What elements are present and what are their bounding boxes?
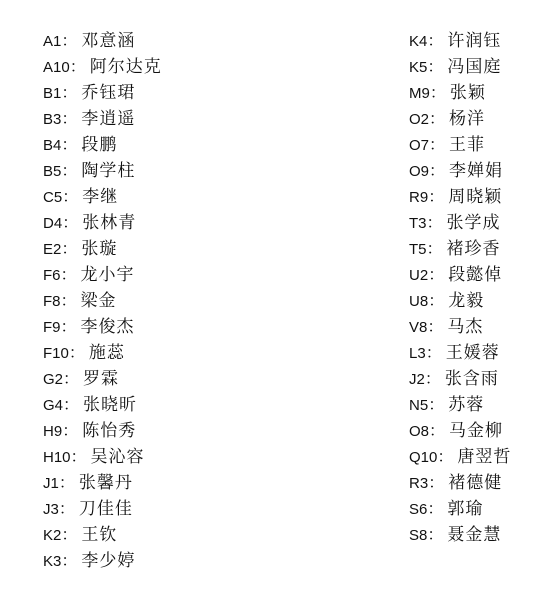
seat-code: S8 — [409, 527, 428, 544]
student-name: 张馨丹 — [78, 473, 133, 493]
list-item — [43, 28, 162, 54]
list-item — [43, 106, 162, 132]
list-item — [409, 80, 511, 106]
seat-code: O8 — [409, 423, 430, 440]
separator: ： — [61, 135, 78, 154]
student-name: 施蕊 — [88, 343, 125, 363]
list-item — [43, 522, 162, 548]
seat-code: K3 — [43, 553, 62, 570]
list-item — [409, 54, 511, 80]
student-name: 李俊杰 — [80, 317, 135, 337]
seat-code: G4 — [43, 397, 64, 414]
seat-code: A1 — [43, 33, 62, 50]
separator: ： — [429, 135, 446, 154]
seat-code: F10 — [43, 345, 69, 362]
separator: ： — [429, 161, 446, 180]
list-item — [43, 184, 162, 210]
separator: ： — [428, 473, 445, 492]
student-name: 陶学柱 — [81, 161, 136, 181]
separator: ： — [61, 109, 78, 128]
separator: ： — [425, 343, 442, 362]
seat-code: U8 — [409, 293, 429, 310]
seat-code: R9 — [409, 189, 429, 206]
list-item — [409, 392, 511, 418]
seat-code: N5 — [409, 397, 429, 414]
seat-code: O2 — [409, 111, 430, 128]
student-name: 杨洋 — [449, 109, 486, 129]
student-name: 龙小宇 — [80, 265, 135, 285]
separator: ： — [426, 239, 443, 258]
student-name: 苏蓉 — [448, 395, 485, 415]
seat-code: H10 — [43, 449, 71, 466]
seat-code: B1 — [43, 85, 62, 102]
seat-code: L3 — [409, 345, 426, 362]
list-item — [43, 470, 162, 496]
seat-code: F9 — [43, 319, 61, 336]
student-name: 王媛蓉 — [445, 343, 500, 363]
seat-code: B3 — [43, 111, 62, 128]
separator: ： — [68, 343, 85, 362]
separator: ： — [62, 421, 79, 440]
seat-code: K5 — [409, 59, 428, 76]
list-item — [409, 184, 511, 210]
list-item — [409, 210, 511, 236]
seat-code: V8 — [409, 319, 428, 336]
separator: ： — [428, 187, 445, 206]
student-name: 聂金慧 — [447, 525, 502, 545]
seat-code: E2 — [43, 241, 62, 258]
student-name: 郭瑜 — [447, 499, 484, 519]
seat-code: B4 — [43, 137, 62, 154]
seat-code: O9 — [409, 163, 430, 180]
student-name: 王菲 — [449, 135, 486, 155]
list-item — [409, 314, 511, 340]
student-name: 李少婷 — [81, 551, 136, 571]
list-item — [409, 28, 511, 54]
list-item — [409, 444, 511, 470]
student-name: 王钦 — [81, 525, 118, 545]
seat-code: F6 — [43, 267, 61, 284]
separator: ： — [70, 447, 87, 466]
separator: ： — [426, 213, 443, 232]
separator: ： — [61, 525, 78, 544]
separator: ： — [429, 109, 446, 128]
seat-code: U2 — [409, 267, 429, 284]
separator: ： — [424, 369, 441, 388]
list-item — [43, 80, 162, 106]
list-item — [409, 496, 511, 522]
separator: ： — [427, 57, 444, 76]
student-name: 梁金 — [80, 291, 117, 311]
student-name: 张颖 — [449, 83, 486, 103]
list-item — [43, 314, 162, 340]
list-item — [43, 288, 162, 314]
list-item — [43, 262, 162, 288]
student-name: 李逍遥 — [81, 109, 136, 129]
list-item — [409, 418, 511, 444]
list-item — [409, 288, 511, 314]
student-name: 罗霖 — [83, 369, 120, 389]
list-item — [43, 340, 162, 366]
separator: ： — [428, 395, 445, 414]
student-name: 段懿倬 — [448, 265, 503, 285]
list-item — [409, 158, 511, 184]
seat-code: K4 — [409, 33, 428, 50]
student-name: 马金柳 — [449, 421, 504, 441]
separator: ： — [61, 551, 78, 570]
seat-code: J1 — [43, 475, 59, 492]
separator: ： — [427, 525, 444, 544]
separator: ： — [58, 499, 75, 518]
student-name: 吴沁容 — [90, 447, 145, 467]
separator: ： — [62, 187, 79, 206]
seat-code: T3 — [409, 215, 427, 232]
separator: ： — [58, 473, 75, 492]
seat-code: M9 — [409, 85, 430, 102]
separator: ： — [60, 265, 77, 284]
list-item — [43, 392, 162, 418]
separator: ： — [69, 57, 86, 76]
separator: ： — [61, 31, 78, 50]
seat-code: D4 — [43, 215, 63, 232]
separator: ： — [62, 213, 79, 232]
list-item — [409, 470, 511, 496]
list-item — [43, 132, 162, 158]
separator: ： — [428, 265, 445, 284]
student-name: 许润钰 — [447, 31, 502, 51]
list-item — [409, 106, 511, 132]
list-item — [409, 340, 511, 366]
student-name: 冯国庭 — [447, 57, 502, 77]
student-name: 张林青 — [82, 213, 137, 233]
list-item — [43, 366, 162, 392]
student-name: 张璇 — [81, 239, 118, 259]
seat-code: C5 — [43, 189, 63, 206]
separator: ： — [61, 83, 78, 102]
list-item — [43, 548, 162, 574]
seat-code: B5 — [43, 163, 62, 180]
separator: ： — [61, 161, 78, 180]
list-item — [409, 522, 511, 548]
student-name: 马杰 — [447, 317, 484, 337]
separator: ： — [63, 369, 80, 388]
seat-code: J3 — [43, 501, 59, 518]
seat-code: R3 — [409, 475, 429, 492]
separator: ： — [427, 499, 444, 518]
student-name: 陈怡秀 — [82, 421, 137, 441]
separator: ： — [61, 239, 78, 258]
separator: ： — [63, 395, 80, 414]
seat-code: H9 — [43, 423, 63, 440]
list-item — [409, 132, 511, 158]
list-item — [409, 236, 511, 262]
separator: ： — [437, 447, 454, 466]
student-name: 周晓颖 — [448, 187, 503, 207]
student-name: 阿尔达克 — [89, 57, 162, 77]
left-column — [43, 28, 162, 574]
seat-code: G2 — [43, 371, 64, 388]
seat-code: O7 — [409, 137, 430, 154]
seat-code: S6 — [409, 501, 428, 518]
separator: ： — [60, 317, 77, 336]
list-item — [43, 54, 162, 80]
seat-code: A10 — [43, 59, 70, 76]
list-item — [43, 496, 162, 522]
list-item — [43, 444, 162, 470]
student-name: 乔钰珺 — [81, 83, 136, 103]
student-name: 段鹏 — [81, 135, 118, 155]
student-name: 张晓昕 — [83, 395, 138, 415]
list-item — [43, 236, 162, 262]
separator: ： — [428, 291, 445, 310]
list-item — [409, 366, 511, 392]
separator: ： — [427, 317, 444, 336]
student-name: 张学成 — [446, 213, 501, 233]
student-name: 李继 — [82, 187, 119, 207]
list-item — [43, 210, 162, 236]
separator: ： — [429, 83, 446, 102]
list-item — [409, 262, 511, 288]
separator: ： — [60, 291, 77, 310]
right-column — [409, 28, 511, 548]
student-name: 刀佳佳 — [78, 499, 133, 519]
list-item — [43, 418, 162, 444]
seat-code: K2 — [43, 527, 62, 544]
separator: ： — [427, 31, 444, 50]
student-name: 李婵娟 — [449, 161, 504, 181]
seat-code: F8 — [43, 293, 61, 310]
student-name: 褚珍香 — [446, 239, 501, 259]
student-name: 唐翌哲 — [457, 447, 512, 467]
student-name: 张含雨 — [444, 369, 499, 389]
list-item — [43, 158, 162, 184]
separator: ： — [429, 421, 446, 440]
seat-code: Q10 — [409, 449, 438, 466]
student-name: 褚德健 — [448, 473, 503, 493]
student-name: 龙毅 — [448, 291, 485, 311]
seat-code: J2 — [409, 371, 425, 388]
seat-code: T5 — [409, 241, 427, 258]
student-name: 邓意涵 — [81, 31, 136, 51]
